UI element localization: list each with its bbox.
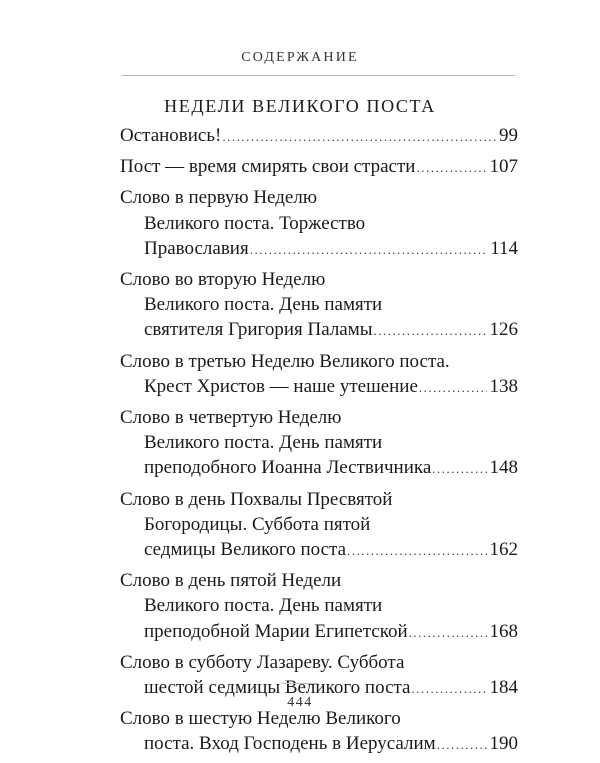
dot-leader	[222, 124, 496, 149]
toc-entry-line	[120, 593, 518, 618]
toc-entry-line	[120, 317, 518, 343]
toc-entry	[120, 405, 518, 482]
toc-entry-line	[120, 512, 518, 537]
toc-page-number: 114	[490, 237, 518, 259]
dot-leader	[416, 155, 486, 180]
toc-entry-line	[120, 537, 518, 563]
toc-entry	[120, 487, 518, 564]
toc-entry-line	[120, 731, 518, 757]
toc-page-number: 168	[489, 620, 518, 642]
toc-entry-text: Слово в день пятой Недели	[120, 570, 342, 592]
page-number: 444	[287, 695, 313, 710]
toc-entry-text: Остановись!	[120, 125, 222, 146]
running-header: СОДЕРЖАНИЕ	[241, 50, 359, 65]
toc-entry	[120, 154, 518, 180]
dot-leader	[432, 456, 486, 481]
toc-entry-line	[120, 487, 518, 512]
dot-leader	[250, 237, 488, 262]
toc-entry-line	[120, 568, 518, 593]
toc-entry-text: Слово в четвертую Неделю	[120, 407, 342, 429]
toc-entry-line	[120, 455, 518, 481]
toc-entry	[120, 349, 518, 400]
toc-entry-text: Слово в шестую Неделю Великого	[120, 708, 401, 730]
toc-entry-text: Пост — время смирять свои страсти	[120, 156, 416, 178]
dot-leader	[374, 318, 487, 343]
toc-entry-line	[120, 619, 518, 645]
toc-entry	[120, 568, 518, 645]
toc-page-number: 184	[489, 677, 518, 699]
toc-entry-text: Слово в субботу Лазареву. Суббота	[120, 651, 405, 673]
toc-entry-text: Слово в первую Неделю	[120, 187, 318, 209]
toc-entry-text: Слово во вторую Неделю	[120, 269, 326, 291]
toc-entry-text: Слово в третью Неделю Великого поста.	[120, 350, 450, 372]
toc-page-number: 126	[489, 319, 518, 341]
toc-entry-text: Великого поста. День памяти	[144, 595, 383, 617]
dot-leader	[419, 375, 487, 400]
dot-leader	[437, 732, 487, 757]
toc-entry-text: шестой седмицы Великого поста	[144, 677, 411, 699]
toc-entry-line	[120, 292, 518, 317]
toc-entry	[120, 185, 518, 262]
toc-entry-text: Крест Христов — наше утешение	[144, 375, 418, 397]
toc-entry	[120, 267, 518, 344]
toc-entry	[120, 650, 518, 701]
toc-entry-text: святителя Григория Паламы	[144, 319, 373, 341]
header-divider	[122, 75, 515, 76]
table-of-contents	[120, 123, 518, 763]
toc-entry-text: Великого поста. День памяти	[144, 432, 383, 454]
toc-entry-text: седмицы Великого поста	[144, 539, 347, 561]
section-title: НЕДЕЛИ ВЕЛИКОГО ПОСТА	[164, 96, 436, 116]
dot-leader	[347, 538, 486, 563]
toc-entry-text: поста. Вход Господень в Иерусалим	[144, 733, 436, 755]
toc-entry-line	[120, 123, 518, 149]
toc-page-number: 107	[489, 156, 518, 178]
toc-entry-line	[120, 211, 518, 236]
toc-entry-line	[120, 349, 518, 374]
toc-page-number: 138	[489, 375, 518, 397]
toc-entry-text: Слово в день Похвалы Пресвятой	[120, 488, 393, 510]
toc-entry-line	[120, 185, 518, 210]
dot-leader	[409, 620, 487, 645]
toc-entry-text: преподобной Марии Египетской	[144, 620, 408, 642]
footer-divider	[282, 683, 318, 684]
toc-entry-line	[120, 267, 518, 292]
toc-entry-line	[120, 405, 518, 430]
toc-entry-line	[120, 236, 518, 262]
toc-entry-text: Великого поста. День памяти	[144, 294, 383, 316]
toc-entry-line	[120, 374, 518, 400]
toc-entry-text: преподобного Иоанна Лествичника	[144, 457, 432, 479]
toc-page-number: 148	[489, 457, 518, 479]
toc-entry-text: Православия	[144, 237, 249, 259]
toc-entry-line	[120, 154, 518, 180]
toc-page-number: 99	[499, 125, 518, 146]
toc-entry-line	[120, 430, 518, 455]
toc-entry-text: Великого поста. Торжество	[144, 212, 366, 234]
toc-entry	[120, 123, 518, 149]
toc-page-number: 190	[489, 733, 518, 755]
toc-entry-line	[120, 650, 518, 675]
toc-page-number: 162	[489, 539, 518, 561]
toc-entry-text: Богородицы. Суббота пятой	[144, 513, 371, 535]
